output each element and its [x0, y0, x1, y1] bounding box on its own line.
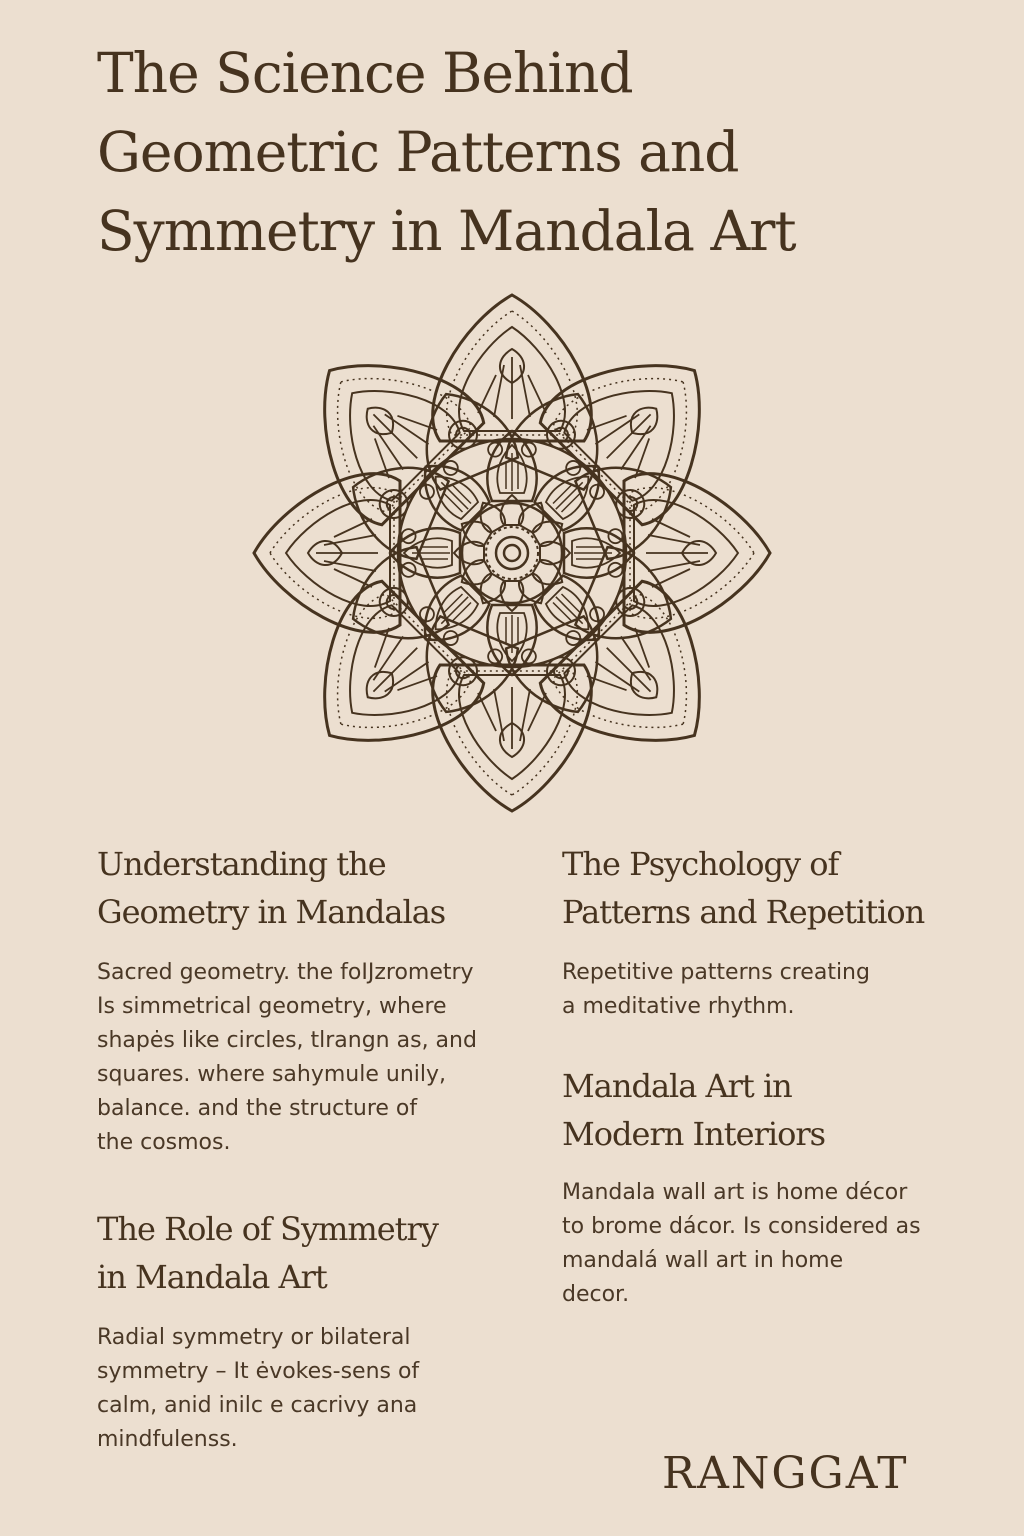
page-title	[97, 34, 977, 271]
section-interiors	[562, 1062, 992, 1312]
body-line: Is simmetrical geometry, where	[97, 994, 447, 1019]
section-body	[97, 1321, 527, 1457]
heading-line: Geometry in Mandalas	[97, 893, 446, 931]
section-heading	[562, 1062, 992, 1158]
title-line: The Science Behind	[97, 41, 633, 105]
body-line: the cosmos.	[97, 1130, 231, 1155]
section-heading	[97, 1205, 527, 1301]
body-line: a meditative rhythm.	[562, 994, 795, 1019]
section-body	[562, 956, 992, 1024]
section-heading	[97, 840, 527, 936]
body-line: mandalá wall art in home	[562, 1248, 844, 1273]
section-heading	[562, 840, 992, 936]
body-line: symmetry – It ėvokes-sens of	[97, 1359, 420, 1384]
body-line: mindfulenss.	[97, 1427, 238, 1452]
heading-line: in Mandala Art	[97, 1258, 327, 1296]
title-line: Geometric Patterns and	[97, 120, 739, 184]
section-body	[562, 1176, 992, 1312]
heading-line: Patterns and Repetition	[562, 893, 925, 931]
body-line: calm, anid inilc e cacrivy ana	[97, 1393, 418, 1418]
brand-logo: RANGGAT	[662, 1448, 909, 1499]
section-symmetry	[97, 1205, 527, 1457]
body-line: Repetitive patterns creating	[562, 960, 870, 985]
body-line: balance. and the structure of	[97, 1096, 418, 1121]
mandala-illustration	[212, 276, 812, 830]
section-body	[97, 956, 527, 1160]
section-geometry	[97, 840, 527, 1160]
heading-line: Understanding the	[97, 845, 386, 883]
body-line: Sacred geometry. the foIJzrometry	[97, 960, 474, 985]
body-line: decor.	[562, 1282, 630, 1307]
left-column	[97, 840, 527, 1457]
heading-line: The Psychology of	[562, 845, 839, 883]
heading-line: The Role of Symmetry	[97, 1210, 438, 1248]
body-line: Mandala wall art is home décor	[562, 1180, 908, 1205]
heading-line: Modern Interiors	[562, 1115, 826, 1153]
body-line: to brome dácor. Is considered as	[562, 1214, 921, 1239]
title-line: Symmetry in Mandala Art	[97, 199, 796, 263]
right-column	[562, 840, 992, 1312]
section-psychology	[562, 840, 992, 1024]
body-line: shapės like circles, tlrangn as, and	[97, 1028, 477, 1053]
body-line: squares. where sahymule unily,	[97, 1062, 447, 1087]
body-line: Radial symmetry or bilateral	[97, 1325, 411, 1350]
heading-line: Mandala Art in	[562, 1067, 792, 1105]
